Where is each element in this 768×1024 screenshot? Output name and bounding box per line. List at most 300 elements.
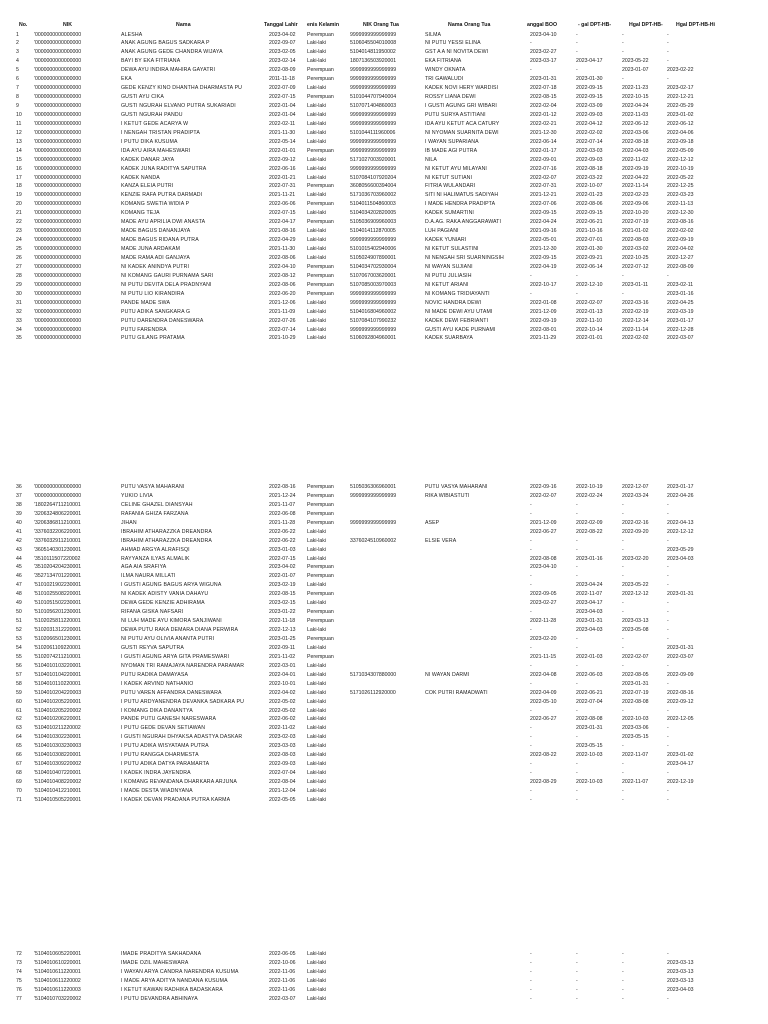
cell-nik-orang-tua: 9999999999999999 — [350, 67, 397, 74]
cell-dpt-hb-hib-2: 2022-08-18 — [622, 138, 649, 145]
cell-nama: KANZA ELEIA PUTRI — [121, 183, 174, 190]
cell-dpt-hb-hib-3: - — [667, 510, 669, 517]
cell-nama-orang-tua: KADEK DEWI FEBRIANTI — [425, 317, 489, 324]
cell-jenis-kelamin: Laki-laki — [307, 192, 327, 199]
cell-nama: I KETUT GEDE ACARYA W — [121, 120, 189, 127]
cell-tanggal-bcg: 2021-12-09 — [530, 308, 557, 315]
cell-nama: I KOMANG REVANDANA DHARKARA ARJUNA — [121, 779, 237, 786]
cell-dpt-hb-hib-1: 2022-12-10 — [576, 281, 603, 288]
cell-no: 21 — [16, 210, 22, 217]
cell-tanggal-bcg: 2022-10-17 — [530, 281, 557, 288]
cell-jenis-kelamin: Laki-laki — [307, 951, 327, 957]
cell-jenis-kelamin: Laki-laki — [307, 111, 327, 118]
cell-nik: '5104010205220001 — [34, 698, 82, 705]
cell-dpt-hb-hib-3: - — [667, 627, 669, 634]
cell-jenis-kelamin: Laki-laki — [307, 58, 327, 65]
cell-dpt-hb-hib-1: - — [576, 796, 578, 803]
cell-nik: '0000000000000000 — [34, 308, 82, 315]
cell-tanggal-bcg: 2022-09-15 — [530, 255, 557, 261]
cell-dpt-hb-hib-1: - — [576, 40, 578, 47]
cell-tanggal-bcg: - — [530, 977, 532, 984]
cell-tanggal-bcg: - — [530, 770, 532, 777]
cell-nama: I PUTU DEVANDRA ABHINAYA — [121, 995, 198, 1002]
cell-dpt-hb-hib-1: 2022-10-07 — [576, 183, 603, 190]
cell-nik: '3206324806220001 — [34, 510, 82, 517]
cell-dpt-hb-hib-2: 2023-01-07 — [622, 67, 649, 74]
table-row — [0, 156, 768, 165]
cell-nama-orang-tua: D.A.AG. RAKA ANGGARAWATI — [425, 219, 501, 226]
cell-nama: CELINE GHAZEL DIANSYAH — [121, 501, 193, 508]
cell-nama-orang-tua: PUTU SURYA ASTITIANI — [425, 111, 486, 118]
cell-tanggal-lahir: 2022-06-20 — [269, 290, 296, 297]
cell-tanggal-bcg: 2022-04-08 — [530, 671, 557, 678]
cell-dpt-hb-hib-2: 2022-03-24 — [622, 492, 649, 499]
cell-dpt-hb-hib-3: 2022-12-12 — [667, 156, 694, 163]
table-row — [0, 733, 768, 742]
cell-dpt-hb-hib-2: 2022-02-02 — [622, 335, 649, 342]
cell-nik: '0000000000000000 — [34, 129, 82, 136]
cell-tanggal-lahir: 2022-10-06 — [269, 959, 296, 966]
cell-nik: '0000000000000000 — [34, 165, 82, 172]
cell-tanggal-bcg: 2021-11-29 — [530, 335, 557, 342]
table-row — [0, 120, 768, 129]
table-row — [0, 227, 768, 236]
cell-no: 43 — [16, 546, 22, 553]
cell-jenis-kelamin: Laki-laki — [307, 707, 327, 714]
cell-dpt-hb-hib-1: - — [576, 501, 578, 508]
cell-dpt-hb-hib-1: 2022-06-14 — [576, 263, 603, 270]
cell-nik: '5104010610220001 — [34, 959, 82, 966]
cell-nama: PUTU ADIKA SANGKARA G — [121, 308, 191, 315]
cell-dpt-hb-hib-1: 2023-04-03 — [576, 627, 603, 634]
cell-jenis-kelamin: Perempuan — [307, 618, 334, 625]
cell-tanggal-lahir: 2022-07-31 — [269, 183, 296, 190]
cell-nama: I GUSTI NGURAH DHYAKSA ADASTYA DASKAR — [121, 734, 243, 741]
table-row — [0, 950, 768, 959]
cell-dpt-hb-hib-1: - — [576, 734, 578, 741]
table-row — [0, 742, 768, 751]
table-row — [0, 165, 768, 174]
cell-nik: '5104010302230001 — [34, 734, 82, 741]
cell-nama-orang-tua: I MADE HENDRA PRADIPTA — [425, 201, 496, 208]
cell-dpt-hb-hib-2: 2021-01-02 — [622, 228, 649, 235]
cell-nik: '0000000000000000 — [34, 326, 82, 333]
table-row — [0, 599, 768, 608]
cell-jenis-kelamin: Perempuan — [307, 219, 334, 226]
cell-jenis-kelamin: Perempuan — [307, 281, 334, 288]
cell-no: 3 — [16, 49, 19, 56]
cell-nik: '0000000000000000 — [34, 335, 82, 342]
cell-nik: '0000000000000000 — [34, 103, 82, 110]
cell-dpt-hb-hib-1: 2022-10-03 — [576, 752, 603, 759]
cell-tanggal-bcg: - — [530, 510, 532, 517]
cell-tanggal-lahir: 2022-08-16 — [269, 484, 296, 490]
cell-nik-orang-tua: 5104016804960002 — [350, 308, 397, 315]
cell-no: 63 — [16, 725, 22, 732]
cell-jenis-kelamin: Laki-laki — [307, 977, 327, 984]
cell-dpt-hb-hib-3: 2022-08-16 — [667, 219, 694, 226]
cell-dpt-hb-hib-3: - — [667, 76, 669, 83]
cell-nama-orang-tua: NI KETUT ARIANI — [425, 281, 469, 288]
cell-dpt-hb-hib-2: - — [622, 290, 624, 297]
cell-nama: NI PUTU DEVITA DELA PRADNYANI — [121, 281, 212, 288]
cell-jenis-kelamin: Perempuan — [307, 67, 334, 74]
cell-tanggal-bcg: - — [530, 40, 532, 47]
cell-dpt-hb-hib-2: 2022-11-14 — [622, 326, 649, 333]
cell-dpt-hb-hib-2: 2022-11-03 — [622, 111, 649, 118]
cell-dpt-hb-hib-1: 2022-06-21 — [576, 219, 603, 226]
cell-jenis-kelamin: Laki-laki — [307, 308, 327, 315]
cell-nik-orang-tua: 5171036703960002 — [350, 192, 397, 199]
cell-tanggal-lahir: 2022-06-08 — [269, 510, 296, 517]
cell-dpt-hb-hib-3: 2022-02-02 — [667, 228, 694, 235]
cell-dpt-hb-hib-1: 2023-04-24 — [576, 582, 603, 589]
table-row — [0, 724, 768, 733]
cell-dpt-hb-hib-3: 2022-09-09 — [667, 671, 694, 678]
cell-tanggal-lahir: 2022-01-04 — [269, 103, 296, 110]
cell-jenis-kelamin: Perempuan — [307, 573, 334, 580]
cell-nama: IMADE OZIL MAHESWARA — [121, 959, 189, 966]
cell-dpt-hb-hib-2: 2022-08-03 — [622, 237, 649, 244]
cell-no: 14 — [16, 147, 22, 154]
cell-no: 56 — [16, 662, 22, 669]
cell-dpt-hb-hib-3: - — [667, 787, 669, 794]
cell-nama: IBRAHIM ATHARAZZKA DREANDRA — [121, 537, 212, 544]
cell-dpt-hb-hib-2: - — [622, 573, 624, 580]
cell-tanggal-bcg: 2023-01-31 — [530, 76, 557, 83]
cell-tanggal-bcg: - — [530, 537, 532, 544]
cell-no: 6 — [16, 76, 19, 83]
cell-tanggal-lahir: 2022-01-21 — [269, 174, 296, 181]
cell-jenis-kelamin: Perempuan — [307, 272, 334, 279]
cell-dpt-hb-hib-2: 2022-07-19 — [622, 689, 649, 696]
cell-nama-orang-tua: EKA FITRIANA — [425, 58, 462, 65]
cell-dpt-hb-hib-2: 2022-02-23 — [622, 192, 649, 199]
cell-dpt-hb-hib-1: - — [576, 995, 578, 1002]
cell-dpt-hb-hib-1: - — [576, 787, 578, 794]
cell-nama: I KETUT KAWAN RADHIKA BADASKARA — [121, 986, 223, 993]
cell-jenis-kelamin: Laki-laki — [307, 138, 327, 145]
cell-no: 55 — [16, 653, 22, 660]
cell-jenis-kelamin: Perempuan — [307, 501, 334, 508]
table-row — [0, 218, 768, 227]
cell-nik-orang-tua: 9999999999999999 — [350, 299, 397, 306]
cell-nik: '5104010204220003 — [34, 689, 82, 696]
cell-dpt-hb-hib-3: 2023-01-16 — [667, 290, 694, 297]
cell-jenis-kelamin: Laki-laki — [307, 600, 327, 607]
cell-no: 4 — [16, 58, 19, 65]
cell-jenis-kelamin: Laki-laki — [307, 995, 327, 1002]
cell-dpt-hb-hib-1: 2022-07-01 — [576, 237, 603, 244]
cell-tanggal-lahir: 2022-06-22 — [269, 537, 296, 544]
cell-dpt-hb-hib-3: 2022-04-26 — [667, 492, 694, 499]
cell-dpt-hb-hib-1: 2023-01-30 — [576, 76, 603, 83]
cell-dpt-hb-hib-1: 2022-09-15 — [576, 85, 603, 92]
cell-dpt-hb-hib-1: 2022-08-18 — [576, 165, 603, 172]
cell-dpt-hb-hib-3: 2023-01-31 — [667, 644, 694, 651]
cell-dpt-hb-hib-1: - — [576, 959, 578, 966]
cell-jenis-kelamin: Perempuan — [307, 147, 334, 154]
cell-jenis-kelamin: Laki-laki — [307, 40, 327, 47]
cell-tanggal-bcg: 2021-12-30 — [530, 246, 557, 253]
cell-tanggal-lahir: 2011-11-18 — [269, 76, 295, 83]
cell-nik: '0000000000000000 — [34, 228, 82, 235]
cell-jenis-kelamin: Laki-laki — [307, 537, 327, 544]
cell-nama: I KADEK INDRA JAYENDRA — [121, 770, 191, 777]
cell-jenis-kelamin: Laki-laki — [307, 546, 327, 553]
cell-nik: '3510111507220002 — [34, 555, 81, 562]
cell-nama: I MADE DESTA WIADNYANA — [121, 787, 193, 794]
cell-nik: '0000000000000000 — [34, 237, 82, 244]
cell-tanggal-lahir: 2021-11-21 — [269, 192, 296, 199]
cell-nama: PANDE PUTU GANESH NARESWARA — [121, 716, 217, 723]
cell-no: 40 — [16, 519, 22, 526]
cell-tanggal-bcg: 2021-12-09 — [530, 519, 557, 526]
cell-tanggal-lahir: 2021-11-07 — [269, 501, 296, 508]
cell-tanggal-bcg: - — [530, 546, 532, 553]
cell-nama: ILMA NAURA MILLATI — [121, 573, 176, 580]
cell-dpt-hb-hib-2: 2023-02-20 — [622, 555, 649, 562]
cell-nama-orang-tua: I WAYAN SUPARIANA — [425, 138, 479, 145]
cell-tanggal-lahir: 2021-12-24 — [269, 492, 296, 499]
cell-dpt-hb-hib-1: - — [576, 662, 578, 669]
cell-nik: '0000000000000000 — [34, 255, 82, 261]
cell-dpt-hb-hib-3: 2022-05-29 — [667, 103, 694, 110]
table-row — [0, 510, 768, 519]
cell-nama-orang-tua: GUSTI AYU KADE PURNAMI — [425, 326, 496, 333]
cell-tanggal-bcg: 2022-09-16 — [530, 484, 557, 490]
table-row — [0, 662, 768, 671]
cell-jenis-kelamin: Laki-laki — [307, 49, 327, 56]
cell-tanggal-lahir: 2023-01-03 — [269, 546, 296, 553]
cell-dpt-hb-hib-3: - — [667, 725, 669, 732]
cell-nama: KOMANG TEJA — [121, 210, 160, 217]
cell-no: 69 — [16, 779, 22, 786]
cell-nama: NI PUTU AYU OLIVIA ANANTA PUTRI — [121, 635, 215, 642]
cell-tanggal-lahir: 2022-01-01 — [269, 147, 296, 154]
header-jenis-kelamin: enis Kelamin — [307, 22, 340, 28]
cell-nik: '5104010308220001 — [34, 752, 82, 759]
cell-no: 30 — [16, 290, 22, 297]
cell-dpt-hb-hib-3: 2023-04-03 — [667, 555, 694, 562]
cell-dpt-hb-hib-1: - — [576, 761, 578, 768]
cell-dpt-hb-hib-1: 2022-10-19 — [576, 484, 603, 490]
cell-tanggal-lahir: 2023-01-25 — [269, 635, 296, 642]
cell-dpt-hb-hib-1: - — [576, 272, 578, 279]
cell-nama-orang-tua: SILMA — [425, 31, 442, 38]
cell-jenis-kelamin: Laki-laki — [307, 725, 327, 732]
cell-tanggal-bcg: 2023-02-27 — [530, 49, 557, 56]
cell-nik-orang-tua: 5105024907890001 — [350, 255, 397, 261]
cell-tanggal-lahir: 2023-02-19 — [269, 582, 296, 589]
cell-dpt-hb-hib-3: 2022-12-05 — [667, 716, 694, 723]
table-row — [0, 546, 768, 555]
cell-nama: PUTU RADIKA DAMAYASA — [121, 671, 189, 678]
cell-nik: '0000000000000000 — [34, 317, 82, 324]
cell-nik-orang-tua: 5105036909960003 — [350, 219, 397, 226]
cell-dpt-hb-hib-3: 2023-02-11 — [667, 281, 694, 288]
cell-no: 66 — [16, 752, 22, 759]
cell-no: 31 — [16, 299, 22, 306]
cell-nik: '5104010309220002 — [34, 761, 82, 768]
cell-nik-orang-tua: 5171027003920001 — [350, 156, 397, 163]
cell-dpt-hb-hib-3: 2022-12-19 — [667, 779, 694, 786]
cell-tanggal-lahir: 2022-07-26 — [269, 317, 296, 324]
cell-nik: '5104010104220001 — [34, 671, 82, 678]
cell-nama-orang-tua: LUH PAGIANI — [425, 228, 459, 235]
cell-nama-orang-tua: NI WAYAN DARMI — [425, 671, 470, 678]
cell-no: 27 — [16, 263, 22, 270]
cell-jenis-kelamin: Perempuan — [307, 591, 334, 598]
cell-tanggal-bcg: 2022-02-07 — [530, 174, 557, 181]
cell-nama: DEWA AYU INDIRA MAHIRA GAYATRI — [121, 67, 216, 74]
cell-dpt-hb-hib-3: 2023-01-17 — [667, 317, 694, 324]
cell-nik: '5104010110220001 — [34, 680, 81, 687]
table-row — [0, 698, 768, 707]
cell-dpt-hb-hib-2: - — [622, 31, 624, 38]
cell-no: 10 — [16, 111, 22, 118]
cell-tanggal-bcg: - — [530, 995, 532, 1002]
cell-jenis-kelamin: Perempuan — [307, 492, 334, 499]
cell-dpt-hb-hib-2: 2022-10-20 — [622, 210, 649, 217]
cell-no: 16 — [16, 165, 22, 172]
table-row — [0, 236, 768, 245]
cell-no: 61 — [16, 707, 22, 714]
table-row — [0, 48, 768, 57]
cell-tanggal-bcg: 2022-07-16 — [530, 165, 557, 172]
cell-tanggal-bcg: 2022-08-08 — [530, 555, 557, 562]
cell-nama-orang-tua: NI WAYAN SUJIANI — [425, 263, 473, 270]
cell-dpt-hb-hib-2: - — [622, 743, 624, 750]
cell-jenis-kelamin: Perempuan — [307, 564, 334, 571]
cell-nik: '3510204204230001 — [34, 564, 82, 571]
cell-dpt-hb-hib-1: 2022-02-07 — [576, 299, 603, 306]
cell-no: 50 — [16, 609, 22, 616]
table-row — [0, 317, 768, 326]
cell-nik: '0000000000000000 — [34, 484, 82, 490]
cell-jenis-kelamin: Laki-laki — [307, 120, 327, 127]
cell-dpt-hb-hib-1: 2023-01-16 — [576, 555, 603, 562]
cell-nik: '0000000000000000 — [34, 192, 82, 199]
cell-dpt-hb-hib-2: 2022-02-19 — [622, 308, 649, 315]
cell-dpt-hb-hib-3: 2023-03-13 — [667, 968, 694, 975]
cell-tanggal-bcg: 2022-08-15 — [530, 94, 557, 101]
cell-jenis-kelamin: Laki-laki — [307, 317, 327, 324]
table-row — [0, 977, 768, 986]
table-row — [0, 707, 768, 716]
cell-no: 70 — [16, 787, 22, 794]
cell-nama: I WAYAN ARYA CANDRA NARENDRA KUSUMA — [121, 968, 239, 975]
table-row — [0, 689, 768, 698]
cell-dpt-hb-hib-2: 2023-05-22 — [622, 582, 649, 589]
cell-tanggal-bcg: - — [530, 734, 532, 741]
table-row — [0, 492, 768, 501]
cell-tanggal-lahir: 2022-04-02 — [269, 689, 296, 696]
cell-nik: '5104010611220002 — [34, 977, 81, 984]
table-row — [0, 102, 768, 111]
cell-dpt-hb-hib-1: - — [576, 49, 578, 56]
cell-tanggal-bcg: - — [530, 680, 532, 687]
cell-nik: '0000000000000000 — [34, 31, 82, 38]
cell-dpt-hb-hib-2: 2022-10-03 — [622, 716, 649, 723]
cell-no: 51 — [16, 618, 22, 625]
cell-nik: '0000000000000000 — [34, 263, 82, 270]
cell-tanggal-bcg: 2022-08-01 — [530, 326, 557, 333]
header-nik: NIK — [63, 22, 72, 28]
cell-no: 17 — [16, 174, 22, 181]
cell-dpt-hb-hib-2: - — [622, 501, 624, 508]
cell-nama: I PUTU DIKA KUSUMA — [121, 138, 178, 145]
cell-nik-orang-tua: 5107067003620001 — [350, 272, 397, 279]
cell-dpt-hb-hib-3: - — [667, 770, 669, 777]
cell-no: 76 — [16, 986, 22, 993]
cell-no: 58 — [16, 680, 22, 687]
cell-nik-orang-tua: 5104011504860003 — [350, 201, 396, 208]
cell-nik-orang-tua: 3608056600394004 — [350, 183, 397, 190]
cell-dpt-hb-hib-3: 2022-12-30 — [667, 210, 694, 217]
cell-nik-orang-tua: 9999999999999999 — [350, 290, 397, 297]
cell-dpt-hb-hib-2: 2022-09-20 — [622, 528, 649, 535]
cell-nik: '0000000000000000 — [34, 111, 82, 118]
table-row — [0, 644, 768, 653]
cell-tanggal-lahir: 2022-05-02 — [269, 707, 296, 714]
table-row — [0, 281, 768, 290]
cell-dpt-hb-hib-2: 2022-11-07 — [622, 779, 649, 786]
cell-nama: GUSTI REYVA SAPUTRA — [121, 644, 184, 651]
cell-no: 60 — [16, 698, 22, 705]
table-row — [0, 653, 768, 662]
cell-nama-orang-tua: TRI GAWALUDI — [425, 76, 464, 83]
cell-tanggal-lahir: 2022-06-16 — [269, 165, 296, 172]
cell-dpt-hb-hib-1: - — [576, 951, 578, 957]
cell-dpt-hb-hib-1: - — [576, 67, 578, 74]
cell-dpt-hb-hib-1: 2023-05-15 — [576, 743, 603, 750]
cell-nik: '3527134701220001 — [34, 573, 82, 580]
cell-dpt-hb-hib-3: 2022-04-02 — [667, 246, 694, 253]
cell-dpt-hb-hib-3: 2022-03-19 — [667, 308, 694, 315]
cell-dpt-hb-hib-3: 2022-04-06 — [667, 129, 694, 136]
cell-dpt-hb-hib-2: 2022-07-12 — [622, 263, 649, 270]
header-nama-orang-tua: Nama Orang Tua — [448, 22, 491, 28]
cell-tanggal-lahir: 2022-12-13 — [269, 627, 296, 634]
cell-no: 77 — [16, 995, 22, 1002]
cell-no: 26 — [16, 255, 22, 261]
cell-dpt-hb-hib-1: 2022-07-04 — [576, 698, 603, 705]
cell-jenis-kelamin: Laki-laki — [307, 85, 327, 92]
table-row — [0, 138, 768, 147]
cell-tanggal-bcg: 2022-06-14 — [530, 138, 557, 145]
cell-dpt-hb-hib-3: - — [667, 564, 669, 571]
cell-no: 2 — [16, 40, 19, 47]
cell-nama-orang-tua: NOVIC HANDRA DEWI — [425, 299, 482, 306]
cell-tanggal-bcg: - — [530, 986, 532, 993]
cell-dpt-hb-hib-3: - — [667, 734, 669, 741]
cell-dpt-hb-hib-2: 2022-03-16 — [622, 299, 649, 306]
cell-nama: I MADE ARYA ADITYA NANDANA KUSUMA — [121, 977, 228, 984]
cell-nama-orang-tua: KADEK SUMARTINI — [425, 210, 474, 217]
cell-nama: KOMANG SWETIA WIDIA P — [121, 201, 190, 208]
cell-dpt-hb-hib-3: - — [667, 31, 669, 38]
cell-nama-orang-tua: ELSIE VERA — [425, 537, 457, 544]
cell-nama-orang-tua: FITRIA WULANDARI — [425, 183, 476, 190]
cell-jenis-kelamin: Laki-laki — [307, 326, 327, 333]
cell-jenis-kelamin: Laki-laki — [307, 761, 327, 768]
cell-dpt-hb-hib-1: 2022-01-01 — [576, 335, 603, 342]
table-row — [0, 501, 768, 510]
cell-dpt-hb-hib-1: 2023-04-17 — [576, 600, 603, 607]
cell-tanggal-bcg: - — [530, 959, 532, 966]
cell-nama: PUTU DARENDRA DANESWARA — [121, 317, 204, 324]
